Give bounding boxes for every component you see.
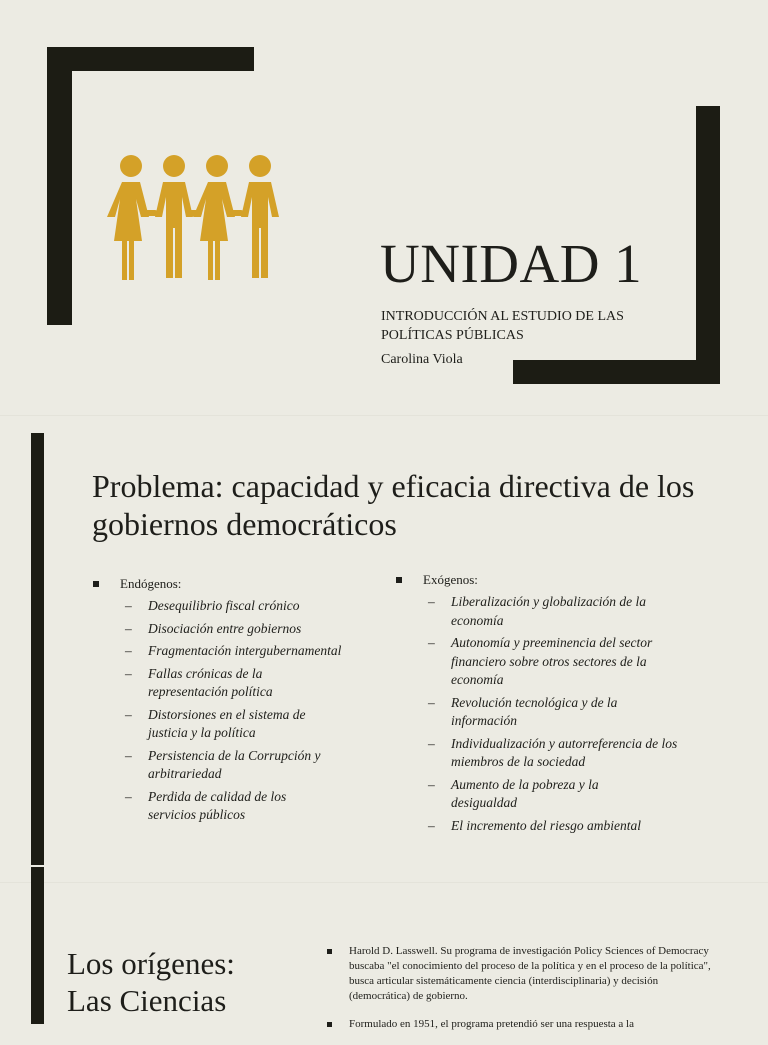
bracket-bottom-right-horizontal bbox=[513, 360, 720, 384]
list-item: – Autonomía y preeminencia del sector financiero sobre otros sectores de la economía bbox=[396, 634, 671, 690]
endogenos-column bbox=[93, 575, 393, 829]
endogenos-heading: Endógenos: bbox=[93, 575, 393, 593]
slide-3-title: Los orígenes: Las Ciencias bbox=[67, 946, 235, 1018]
bracket-top-left-horizontal bbox=[47, 47, 254, 71]
list-item: Formulado en 1951, el programa pretendió ser una respuesta a la bbox=[327, 1017, 712, 1032]
slide-3-accent-bar bbox=[31, 867, 44, 1024]
list-item: – Aumento de la pobreza y la desigualdad bbox=[396, 776, 641, 813]
exogenos-list bbox=[396, 593, 716, 835]
endogenos-list bbox=[93, 597, 393, 825]
slide-2-accent-bar bbox=[31, 433, 44, 865]
list-item: – Revolución tecnológica y de la información bbox=[396, 694, 656, 731]
slide-2-title: Problema: capacidad y eficacia directiva de los gobiernos democráticos bbox=[92, 468, 695, 542]
list-item: – El incremento del riesgo ambiental bbox=[396, 817, 711, 836]
bracket-top-left-vertical bbox=[47, 47, 72, 325]
slide-divider bbox=[0, 415, 768, 416]
list-item: – Individualización y autorreferencia de los miembros de la sociedad bbox=[396, 735, 701, 772]
bracket-bottom-right-vertical bbox=[696, 106, 720, 384]
exogenos-column bbox=[396, 571, 716, 839]
list-item: – Persistencia de la Corrupción y arbitrariedad bbox=[93, 747, 363, 784]
list-item: – Fallas crónicas de la representación política bbox=[93, 665, 298, 702]
slide-3-bullets bbox=[327, 944, 712, 1045]
list-item: – Liberalización y globalización de la economía bbox=[396, 593, 691, 630]
list-item: – Disociación entre gobiernos bbox=[93, 620, 393, 639]
list-item: Harold D. Lasswell. Su programa de investigación Policy Sciences of Democracy buscaba "el conocimiento del proceso de la política y en el proceso de la política", busca articular sistemáticamente ciencia (interdisciplinaria) y decisión (democrática) de gobierno. bbox=[327, 944, 712, 1004]
slide-1-title: UNIDAD 1 bbox=[380, 233, 643, 294]
exogenos-heading: Exógenos: bbox=[396, 571, 716, 589]
slide-divider bbox=[0, 882, 768, 883]
list-item: – Desequilibrio fiscal crónico bbox=[93, 597, 393, 616]
list-item: – Distorsiones en el sistema de justicia y la política bbox=[93, 706, 343, 743]
slide-1-subtitle: INTRODUCCIÓN AL ESTUDIO DE LAS POLÍTICAS PÚBLICAS bbox=[381, 309, 624, 343]
list-item: – Perdida de calidad de los servicios públicos bbox=[93, 788, 323, 825]
list-item: – Fragmentación intergubernamental bbox=[93, 642, 393, 661]
slide-1-author: Carolina Viola bbox=[381, 352, 463, 367]
people-holding-hands-icon bbox=[104, 152, 290, 282]
